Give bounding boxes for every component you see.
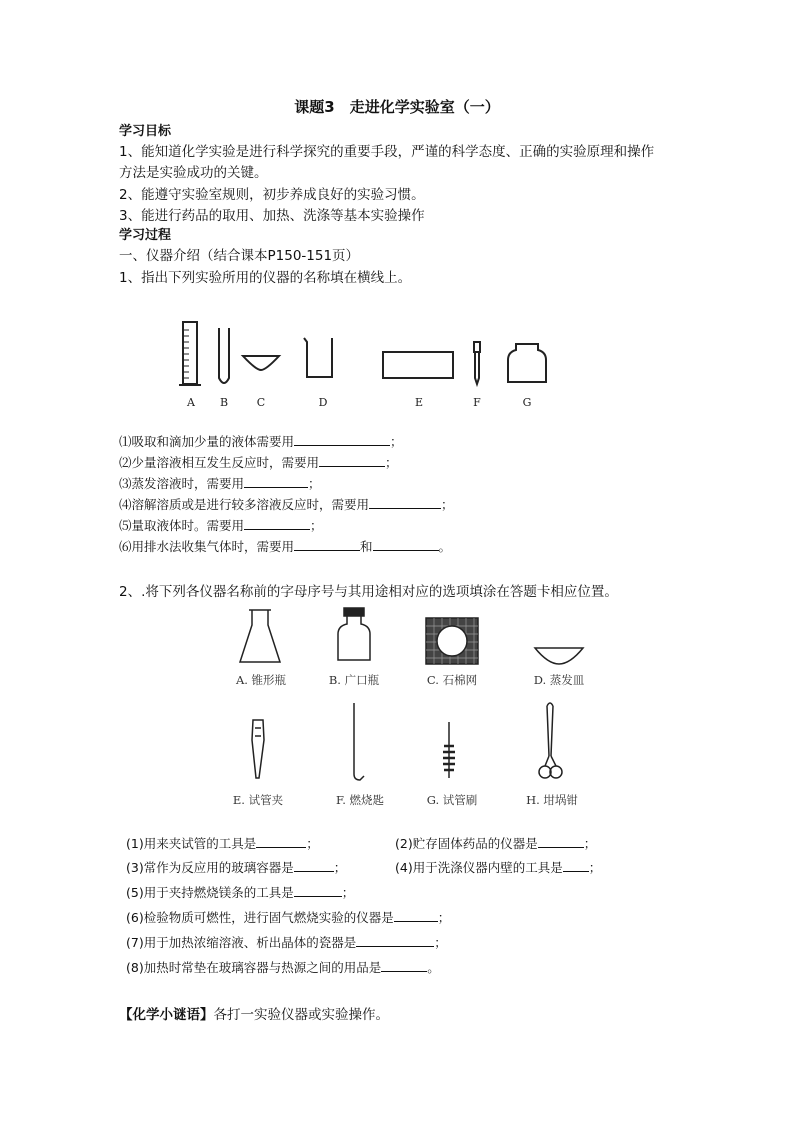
q2-item-2: (2)贮存固体药品的仪器是 ； [395, 836, 597, 851]
figure-1-label-e: E [414, 396, 424, 409]
trough-icon [383, 352, 453, 378]
q1-item-3: ⑶蒸发溶液时，需要用 ； [119, 476, 321, 491]
beaker-icon [304, 338, 332, 377]
q1-item-5: ⑸量取液体时。需要用 ； [119, 518, 323, 533]
q1-answer-blank-6b[interactable] [373, 538, 439, 551]
q2-answer-blank-5[interactable] [294, 884, 342, 897]
q2-item-1: (1)用来夹试管的工具是 ； [126, 836, 319, 851]
q2-item-6: (6)检验物质可燃性，进行固气燃烧实验的仪器是 ； [126, 910, 451, 925]
section-1-heading: 一、仪器介绍（结合课本P150-151页） [119, 248, 360, 264]
q1-item-6-text: ⑹用排水法收集气体时，需要用 [119, 539, 295, 554]
caption-b: B. 广口瓶 [328, 673, 380, 687]
caption-e: E. 试管夹 [232, 793, 284, 807]
q2-item-7: (7)用于加热浓缩溶液、析出晶体的瓷器是 ； [126, 935, 447, 950]
figure-1-label-a: A [187, 396, 195, 409]
test-tube-holder-icon [252, 720, 264, 778]
goal-1-line-2: 方法是实验成功的关键。 [119, 165, 268, 181]
q2-answer-blank-7[interactable] [356, 934, 434, 947]
figure-1-label-b: B [219, 396, 229, 409]
question-1-intro: 1、指出下列实验所用的仪器的名称填在横线上。 [119, 270, 412, 286]
test-tube-icon [219, 328, 229, 383]
goals-heading: 学习目标 [119, 124, 172, 139]
caption-g: G. 试管刷 [426, 793, 478, 807]
figure-1-label-d: D [318, 396, 328, 409]
q1-item-2-text: ⑵少量溶液相互发生反应时，需要用 [119, 455, 320, 470]
caption-f: F. 燃烧匙 [336, 793, 384, 807]
riddle-tag: 【化学小谜语】 [119, 1007, 214, 1023]
q1-answer-blank-5[interactable] [244, 517, 310, 530]
q2-answer-blank-4[interactable] [563, 859, 589, 872]
goal-2: 2、能遵守实验室规则，初步养成良好的实验习惯。 [119, 187, 425, 203]
q1-answer-blank-4[interactable] [369, 496, 441, 509]
page-title: 课题3 走进化学实验室（一） [294, 98, 500, 116]
q1-answer-blank-2[interactable] [319, 454, 385, 467]
wide-mouth-bottle-icon [338, 608, 370, 660]
q2-answer-blank-8[interactable] [381, 959, 427, 972]
q1-item-1-text: ⑴吸取和滴加少量的液体需要用 [119, 434, 295, 449]
combustion-spoon-icon [354, 703, 364, 780]
q1-item-6: ⑹用排水法收集气体时，需要用 和 。 [119, 539, 452, 554]
q1-answer-blank-1[interactable] [294, 433, 390, 446]
wire-gauze-icon [426, 618, 478, 664]
q1-item-3-text: ⑶蒸发溶液时，需要用 [119, 476, 245, 491]
figure-1-label-f: F [473, 396, 481, 409]
q1-item-2: ⑵少量溶液相互发生反应时，需要用 ； [119, 455, 398, 470]
q1-item-1: ⑴吸取和滴加少量的液体需要用 ； [119, 434, 403, 449]
q2-item-5: (5)用于夹持燃烧镁条的工具是 ； [126, 885, 355, 900]
q2-item-8: (8)加热时常垫在玻璃容器与热源之间的用品是 。 [126, 960, 440, 975]
test-tube-brush-icon [443, 722, 455, 778]
q2-answer-blank-2[interactable] [538, 835, 584, 848]
q2-answer-blank-6[interactable] [394, 909, 438, 922]
q1-answer-blank-3[interactable] [244, 475, 308, 488]
dropper-icon [474, 342, 480, 384]
evaporating-dish-2-icon [535, 648, 583, 664]
q2-answer-blank-1[interactable] [256, 835, 306, 848]
q1-item-5-text: ⑸量取液体时。需要用 [119, 518, 245, 533]
goal-3: 3、能进行药品的取用、加热、洗涤等基本实验操作 [119, 208, 425, 224]
riddle-line [119, 1003, 389, 1023]
figure-1-label-c: C [256, 396, 266, 409]
riddle-text: 各打一实验仪器或实验操作。 [213, 1007, 389, 1023]
process-heading: 学习过程 [119, 228, 172, 243]
crucible-tongs-icon [539, 703, 562, 778]
q1-item-4: ⑷溶解溶质或是进行较多溶液反应时，需要用 ； [119, 497, 454, 512]
caption-c: C. 石棉网 [426, 673, 478, 687]
goal-1-line-1: 1、能知道化学实验是进行科学探究的重要手段，严谨的科学态度、正确的实验原理和操作 [119, 144, 655, 160]
q1-item-4-text: ⑷溶解溶质或是进行较多溶液反应时，需要用 [119, 497, 370, 512]
question-2-intro: 2、.将下列各仪器名称前的字母序号与其用途相对应的选项填涂在答题卡相应位置。 [119, 584, 618, 600]
gas-collecting-bottle-icon [508, 344, 546, 382]
q2-item-4: (4)用于洗涤仪器内壁的工具是 ； [395, 860, 602, 875]
figure-1-label-g: G [522, 396, 532, 409]
conical-flask-icon [240, 610, 280, 662]
caption-h: H. 坩埚钳 [526, 793, 578, 807]
q1-answer-blank-6a[interactable] [294, 538, 360, 551]
caption-d: D. 蒸发皿 [533, 673, 585, 687]
graduated-cylinder-icon [179, 322, 201, 385]
q2-item-3: (3)常作为反应用的玻璃容器是 ； [126, 860, 347, 875]
evaporating-dish-icon [243, 356, 279, 370]
caption-a: A. 锥形瓶 [235, 673, 287, 687]
q2-answer-blank-3[interactable] [294, 859, 334, 872]
